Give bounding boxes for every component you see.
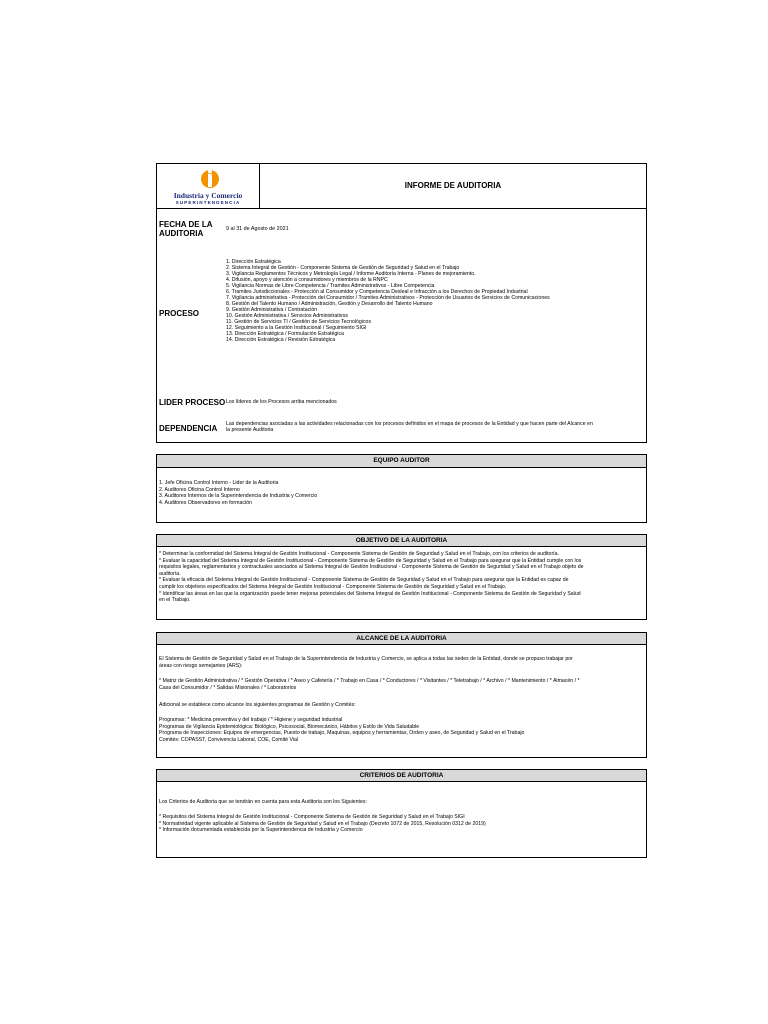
alcance-p1-line1: El Sistema de Gestión de Seguridad y Salud en el Trabajo de la Superintendencia de Industria y Comercio, se aplica a todas las sedes de la Entidad, donde se propuso trabajar por (159, 656, 573, 662)
objetivo-line: * Evaluar la eficacia del Sistema Integral de Gestión Institucional - Componente Sistema de Gestión de Seguridad y Salud en el Trabajo para asegurar que la Entidad es capaz de (159, 577, 569, 584)
list-item: 1. Dirección Estratégica (226, 259, 281, 265)
objetivo-line: en el Trabajo. (159, 597, 191, 604)
list-item: 9. Gestión Administrativa / Contratación (226, 307, 318, 313)
list-item: 4. Difusión, apoyo y atención a consumidores y miembros de la RNPC (226, 277, 388, 283)
dependencia-label: DEPENDENCIA (159, 424, 218, 433)
alcance-title: ALCANCE DE LA AUDITORIA (157, 633, 646, 645)
lider-label: LIDER PROCESO (159, 398, 226, 407)
criterios-section (156, 769, 647, 858)
title-cell (260, 164, 646, 209)
fecha-label-line1: FECHA DE LA (159, 220, 213, 229)
list-item: 14. Dirección Estratégica / Revisión Estratégica (226, 337, 336, 343)
list-item: Programas de Vigilancia Epidemiológica: Biológico, Psicosocial, Biomecánico, Hábitos y Estilo de Vida Saludable (159, 723, 420, 730)
objetivo-line: * Evaluar la capacidad del Sistema Integral de Gestión Institucional - Componente Sistema de Gestión de Seguridad y Salud en el Trabajo para asegurar que la Entidad cumple con los (159, 557, 582, 564)
list-item: 5. Vigilancia Normas de Libre Competencia / Tramites Administrativos - Libre Competencia (226, 283, 435, 289)
objetivo-text (159, 551, 583, 604)
objetivo-line: cumplir los objetivos especificados del Sistema Integral de Gestión Institucional - Componente Sistema de Gestión de Seguridad y Salud en el Trabajo. (159, 583, 507, 590)
objetivo-line: requisitos legales, reglamentarios y contractuales asociados al Sistema Integral de Gestión Institucional - Componente Sistema de Gestión de Seguridad y Salud en el Trabajo objeto de (159, 564, 584, 571)
list-item: 2. Sistema Integral de Gestión - Componente Sistema de Gestión de Seguridad y Salud en el Trabajo (226, 265, 460, 271)
page-title: INFORME DE AUDITORIA (404, 181, 502, 190)
dependencia-line1: Las dependencias asociadas a las actividades relacionadas con los procesos definidos en el mapa de procesos de la Entidad y que hacen parte del Alcance en (226, 421, 593, 427)
alcance-p2-line1: * Matriz de Gestión Administrativa / * Gestión Operativa / * Aseo y Cafetería / * Trabajo en Casa / * Conductores / * Visitantes / * Teletrabajo / * Archivo / * Mantenimiento / * Almacén / * (159, 678, 580, 684)
list-item: * Requisitos del Sistema Integral de Gestión Institucional - Componente Sistema de Gestión de Seguridad y Salud en el Trabajo SIGI (159, 814, 465, 820)
criterios-intro: Los Criterios de Auditoria que se tendrán en cuenta para esta Auditoria son los Siguientes: (159, 799, 367, 805)
list-item: 4. Auditores Observadores en formación (159, 499, 252, 506)
dependencia-value (226, 421, 593, 433)
objetivo-line: * Determinar la conformidad del Sistema Integral de Gestión Institucional - Componente Sistema de Gestión de Seguridad y Salud en el Trabajo, con los criterios de auditoría. (159, 551, 559, 557)
alcance-p1-line2: áreas con riesgo semejantes (ARS): (159, 662, 243, 669)
logo-line2: SUPERINTENDENCIA (175, 200, 241, 205)
list-item: 7. Vigilancia administrativa - Protección del Consumidor / Tramites Administrativos - Protección de Usuarios de Servicios de Comunicaciones (226, 295, 550, 301)
list-item: 12. Seguimiento a la Gestión Institucional / Seguimiento SIGI (226, 325, 367, 331)
list-item: Programa de Inspecciones: Equipos de emergencias, Puesto de trabajo, Maquinas, equipos y herramientas, Orden y aseo, de Seguridad y Salud en el Trabajo (159, 730, 525, 737)
alcance-section (156, 632, 647, 758)
list-item: 3. Auditores Internos de la Superintendencia de Industria y Comercio (159, 493, 318, 500)
header-block (156, 163, 647, 443)
equipo-title: EQUIPO AUDITOR (157, 455, 646, 468)
list-item: * Normatividad vigente aplicable al Sistema de Gestión de Seguridad y Salud en el Trabajo (Decreto 1072 de 2015, Resolución 0312 de 2019) (159, 820, 486, 827)
objetivo-line: * Identificar las áreas en las que la organización puede tener mejoras potenciales del Sistema Integral de Gestión Institucional - Componente Sistema de Gestión de Seguridad y Salud (159, 590, 581, 597)
fecha-label-line2: AUDITORIA (159, 229, 204, 238)
fecha-label (159, 220, 212, 238)
alcance-p2-line2: Casa del Consumidor / * Salidas Misionales / * Laboratorios (159, 684, 297, 691)
alcance-p1 (159, 656, 573, 669)
list-item: * Información documentada establecida por la Superintendencia de Industria y Comercio (159, 827, 363, 834)
dependencia-line2: la presente Auditoria (226, 427, 274, 433)
lider-value: Los líderes de los Procesos arriba mencionados (226, 399, 337, 405)
list-item: 13. Dirección Estratégica / Formulación Estratégica (226, 331, 344, 337)
objetivo-title: OBJETIVO DE LA AUDITORIA (157, 535, 646, 547)
criterios-list (159, 814, 486, 834)
proceso-label: PROCESO (159, 309, 200, 318)
logo-cell (157, 164, 260, 209)
proceso-list (226, 259, 550, 343)
list-item: 1. Jefe Oficina Control Interno - Lider de la Auditoria (159, 480, 279, 486)
alcance-p2 (159, 678, 580, 691)
criterios-title: CRITERIOS DE AUDITORIA (157, 770, 646, 782)
list-item: 3. Vigilancia Reglamentos Técnicos y Metrología Legal / Informe Auditoría Interna - Planes de mejoramiento. (226, 271, 476, 277)
objetivo-section (156, 534, 647, 620)
list-item: Programas: * Medicina preventiva y del trabajo / * Higiene y seguridad industrial (159, 717, 343, 723)
list-item: 8. Gestión del Talento Humano / Administración, Gestión y Desarrollo del Talento Humano (226, 301, 433, 307)
sic-logo-icon (195, 168, 225, 190)
fecha-value: 9 al 31 de Agosto de 2021 (226, 226, 289, 232)
logo-line1: Industria y Comercio (173, 191, 243, 200)
alcance-p3: Adicional se establece como alcance los siguientes programas de Gestión y Comités: (159, 702, 356, 708)
equipo-section (156, 454, 647, 523)
list-item: 10. Gestión Administrativa / Servicios Administrativos (226, 313, 348, 319)
list-item: 11. Gestión de Servicios TI / Gestión de Servicios Tecnológicos (226, 319, 372, 325)
list-item: Comités: COPASST, Convivencia Laboral, COE, Comité Vial (159, 736, 299, 743)
list-item: 6. Tramites Jurisdiccionales - Protección al Consumidor y Competencia Desleal e Infracción a los Derechos de Propiedad Industrial (226, 289, 528, 295)
alcance-p4 (159, 717, 524, 743)
objetivo-line: auditoría. (159, 570, 181, 577)
list-item: 2. Auditores Oficina Control Interno (159, 486, 240, 493)
equipo-list (159, 480, 317, 506)
